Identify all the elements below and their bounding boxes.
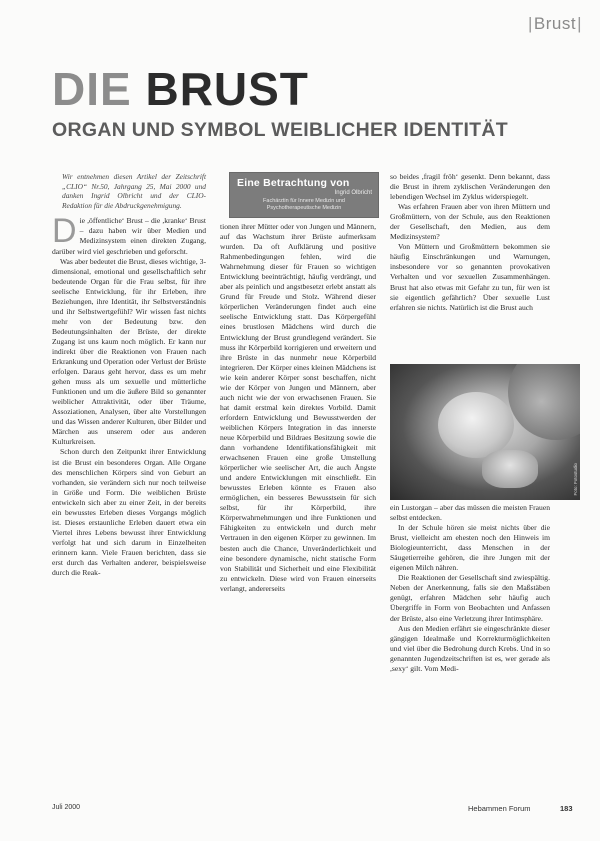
- drop-cap: D: [52, 212, 77, 251]
- baby-breastfeeding-photo: [390, 364, 580, 500]
- photo-baby-face-shape: [438, 392, 514, 458]
- paragraph: Was erfahren Frauen aber von ihren Müttern und Großmüttern, von der Schule, aus den Reaktionen der Gesellschaft, den Medien, aus dem Medizinsystem?: [390, 202, 550, 242]
- callout-subtitle: Fachärztin für Innere Medizin und Psychotherapeutische Medizin: [263, 198, 345, 211]
- text-column-1: [52, 172, 206, 578]
- title-word-die: DIE: [52, 63, 132, 115]
- section-tab: | Brust |: [528, 14, 582, 34]
- paragraph: so beides ,fragil fröh‘ gesenkt. Denn bekannt, dass die Brust in ihrem zyklischen Veränderungen den lebendigen Wechsel im Zyklus widerspiegelt.: [390, 172, 550, 202]
- text-column-2: [220, 222, 376, 594]
- footer-journal: Hebammen Forum: [468, 804, 531, 813]
- text-column-3-continued: [390, 503, 550, 674]
- text-column-3: [390, 172, 550, 313]
- callout-title: Eine Betrachtung von: [237, 177, 350, 189]
- photo-breast-shape: [508, 364, 580, 440]
- paragraph: Schon durch den Zeitpunkt ihrer Entwicklung ist die Brust ein besonderes Organ. Alle Organe des menschlichen Körpers sind von Geburt an vorhanden, sie verändern sich nur noch teilweise in Größe und Form. Die weiblichen Brüste entwickeln sich aber zu einer Zeit, in der bereits ein bewusstes Erleben dieses Vorgangs möglich ist. Dieses erstaunliche Erleben dauert etwa ein Viertel ihres Lebens bewusst ihrer Entwicklung verfolgt hat und sich darum in Einzelheiten erinnern kann. Viele Frauen berichten, dass sie erst durch das Verhalten anderer, beispielsweise durch die Reak-: [52, 447, 206, 578]
- paragraph: tionen ihrer Mütter oder von Jungen und Männern, auf das Wachstum ihrer Brüste aufmerksam wurden. Da oft Aufklärung und positive Rahmenbedingungen fehlen, wird die Wahrnehmung dieser für Frauen so wichtigen Entwicklung beeinträchtigt, häufig verdrängt, und aber als peinlich und angstbesetzt erlebt anstatt als Grund für Freude und Stolz. Während dieser körperlichen Veränderungen findet auch eine seelische Entwicklung statt. Das Körpergefühl eines brustlosen Mädchens wird durch die Entwicklung der Brust grundlegend verändert. Sie muss ihr Körperbild korrigieren und erweitern und ihre Brüste in das nunmehr neue Körperbild integrieren. Der Körper eines kleinen Mädchens ist wie kein anderer Körper sonst beschaffen, nicht wie der Körper von Jungen und Männern, aber auch nicht wie der von erwachsenen Frauen. Sie hat damit erstmal kein direktes Vorbild. Damit erfordern Entwicklung und Bewusstwerden der weiblichen Körpers Integration in das innerste neue Körperbild und Bildraes Besitzung sowie die dann vorhandene Identifikationsfähigkeit mit erwachsenen Frauen eine große Umstellung körperlicher wie seelischer Art, die auch Ängste und andere Entwicklungen mit einschließt. Ein bewusstes Erleben könnte es Frauen also ermöglichen, ein besseres Bewusstsein für sich selbst, für ihr Körperbild, ihre Körperwahrnehmungen und ihre Funktionen und Fähigkeiten zu entwickeln und durch mehr Vertrauen in den eigenen Körper zu gewinnen. Im besten auch die Chance, Unveränderlichkeit und eine besondere dynamische, nicht statische Form von Stabilität und Sicherheit und eine Flexibilität zu entwickeln. Diese wird von Frauen einerseits verlangt, andererseits: [220, 222, 376, 593]
- photo-credit: Foto: Fotostudio: [573, 463, 578, 496]
- author-callout: [229, 172, 379, 218]
- intro-note: Wir entnehmen diesen Artikel der Zeitschrift „CLIO“ Nr.50, Jahrgang 25, Mai 2000 und danken Ingrid Olbricht und der CLIO-Redaktion für die Abdruckgenehmigung.: [62, 172, 206, 210]
- paragraph: Aus den Medien erfährt sie eingeschränkte dieser gängigen Idealmaße und Korrekturmöglichkeiten und viel über die Bedrohung durch Krebs. Und in so genannten Jugendzeitschriften ist es, wer gerade als ,sexy‘ gilt. Vom Medi-: [390, 623, 550, 673]
- paragraph-text: ie ,öffentliche‘ Brust – die ,kranke‘ Brust – dazu haben wir über Medien und Medizinsystem einen direkten Zugang, darüber wird viel geschrieben und geforscht.: [52, 216, 206, 256]
- article-title: [52, 63, 309, 115]
- paragraph: Von Müttern und Großmüttern bekommen sie häufig Einschränkungen und Warnungen, insbesondere vor so genannten provokativen Verhalten und vor sexuellen Zusammenhängen. Brust hat also etwas mit Gefahr zu tun, für wen ist sie eigentlich gefährlich? Über sexuelle Lust erfahren sie nichts. Natürlich ist die Brust auch: [390, 242, 550, 312]
- photo-hand-shape: [482, 450, 538, 488]
- callout-author: Ingrid Olbricht: [334, 190, 372, 196]
- footer-date: Juli 2000: [52, 804, 81, 811]
- paragraph: ein Lustorgan – aber das müssen die meisten Frauen selbst entdecken.: [390, 503, 550, 523]
- paragraph: [52, 212, 206, 256]
- article-subtitle: ORGAN UND SYMBOL WEIBLICHER IDENTITÄT: [52, 119, 508, 141]
- paragraph: Die Reaktionen der Gesellschaft sind zwiespältig. Neben der Anerkennung, falls sie den Maßstäben genügt, erfahren Mädchen sehr häufig auch Übergriffe in Form von Beobachten und Anfassen der Brüste, also eine Verletzung ihrer Intimsphäre.: [390, 573, 550, 623]
- title-word-brust: BRUST: [145, 63, 309, 115]
- page-number: 183: [560, 804, 573, 813]
- paragraph: Was aber bedeutet die Brust, dieses wichtige, 3-dimensional, emotional und gesellschaftlich sehr bedeutende Organ für die Frau selbst, für ihre seelische Entwicklung, für ihr Erleben, ihre Beziehungen, ihre Identität, ihr Selbstverständnis und ihr Selbstwertgefühl? Wir wissen fast nichts mehr von der Bedeutung bzw. den Bedeutungsinhalten der Brüste, der direkte Zugang ist uns kaum noch möglich. Er kann nur indirekt über die Reaktionen von Frauen nach Erkrankung und Operation oder Verlust der Brüste erfolgen. Daraus geht hervor, dass es um mehr gehen muss als um sexuelle und mütterliche Funktionen und um die äußere Bild so genannter weiblicher Attraktivität, oder über Träume, Assoziationen, Analysen, über alte Vorstellungen und das Wissen anderer Kulturen, über Bilder und Märchen aus unserem oder aus anderen Kulturkreisen.: [52, 256, 206, 447]
- paragraph: In der Schule hören sie meist nichts über die Brust, vielleicht am ehesten noch den Hinweis im Biologieunterricht, dass Menschen in der Säugetierreihe gehören, die ihre Jungen mit der eigenen Milch nähren.: [390, 523, 550, 573]
